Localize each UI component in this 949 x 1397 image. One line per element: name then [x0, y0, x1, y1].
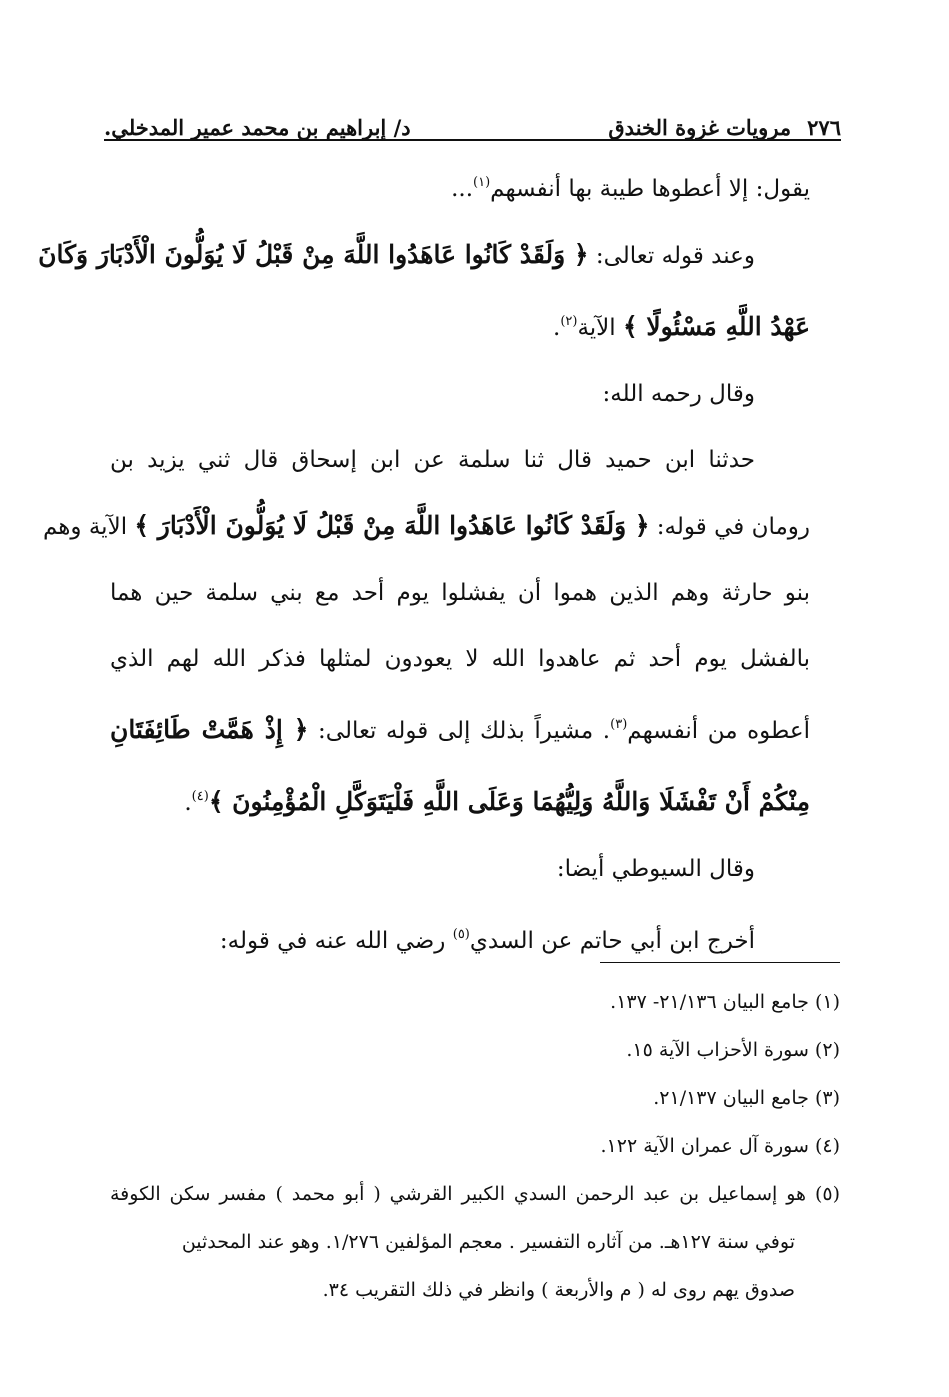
- footnote-separator: [600, 962, 840, 963]
- text-run: وعند قوله تعالى:: [588, 243, 755, 269]
- body-line-9: [110, 692, 810, 764]
- footnote-5-cont-2: صدوق يهم روى له ( م والأربعة ) وانظر في ذلك التقريب ٣٤.: [322, 1279, 795, 1301]
- book-title: مرويات غزوة الخندق: [608, 115, 792, 140]
- footnote-ref-5[interactable]: (٥): [452, 927, 470, 942]
- body-line-5: [110, 427, 810, 493]
- text-run: رومان في قوله:: [649, 514, 810, 540]
- body-line-8: [110, 626, 810, 692]
- body-line-12: [110, 902, 810, 974]
- text-run: بنو حارثة وهم الذين هموا أن يفشلوا يوم أحد مع بني سلمة حين هما: [110, 580, 810, 606]
- text-run: أعطوه من أنفسهم: [627, 718, 810, 744]
- body-line-2: [38, 222, 810, 289]
- footnote-5-cont-1: توفي سنة ١٢٧هـ. من آثاره التفسير . معجم المؤلفين ١/٢٧٦. وهو عند المحدثين: [181, 1231, 795, 1253]
- footnote-4: (٤) سورة آل عمران الآية ١٢٢.: [600, 1135, 840, 1157]
- footnote-ref-3[interactable]: (٣): [610, 717, 628, 732]
- text-run: الآية وهم: [43, 514, 135, 540]
- page-number: ٢٧٦: [807, 115, 841, 140]
- quran-verse: ﴿ وَلَقَدْ كَانُوا عَاهَدُوا اللَّهَ مِنْ قَبْلُ لَا يُوَلُّونَ الْأَدْبَارَ ﴾: [134, 511, 650, 540]
- text-run: .: [184, 790, 192, 816]
- text-run: وقال السيوطي أيضا:: [556, 856, 755, 882]
- body-line-11: [110, 836, 810, 902]
- footnote-ref-1[interactable]: (١): [473, 175, 491, 190]
- body-line-7: [110, 560, 810, 626]
- body-line-6: [43, 493, 810, 560]
- text-run: . مشيراً بذلك إلى قوله تعالى:: [308, 718, 611, 744]
- footnote-1: (١) جامع البيان ٢١/١٣٦- ١٣٧.: [610, 991, 840, 1013]
- body-line-10: [110, 764, 810, 836]
- footnote-ref-2[interactable]: (٢): [560, 314, 578, 329]
- author-name: د/ إبراهيم بن محمد عمير المدخلي.: [104, 115, 411, 140]
- text-run: بالفشل يوم أحد ثم عاهدوا الله لا يعودون لمثلها فذكر الله لهم الذي: [110, 646, 810, 672]
- text-run: ...: [451, 176, 474, 202]
- header-right: [608, 117, 841, 138]
- text-run: وقال رحمه الله:: [602, 381, 755, 407]
- quran-verse: عَهْدُ اللَّهِ مَسْئُولًا ﴾: [623, 312, 810, 341]
- text-run: أخرج ابن أبي حاتم عن السدي: [469, 928, 755, 954]
- body-line-4: [110, 361, 810, 427]
- footnote-3: (٣) جامع البيان ٢١/١٣٧.: [653, 1087, 840, 1109]
- text-run: الآية: [577, 315, 624, 341]
- text-run: .: [553, 315, 561, 341]
- running-header: [104, 104, 841, 138]
- text-run: يقول: إلا أعطوها طيبة بها أنفسهم: [490, 176, 810, 202]
- text-run: حدثنا ابن حميد قال ثنا سلمة عن ابن إسحاق قال ثني يزيد بن: [110, 447, 755, 473]
- quran-verse: ﴿ وَلَقَدْ كَانُوا عَاهَدُوا اللَّهَ مِنْ قَبْلُ لَا يُوَلُّونَ الْأَدْبَارَ وَكَانَ: [38, 240, 589, 269]
- quran-verse: مِنْكُمْ أَنْ تَفْشَلَا وَاللَّهُ وَلِيُّهُمَا وَعَلَى اللَّهِ فَلْيَتَوَكَّلِ الْمُؤْمِنُونَ ﴾: [208, 787, 810, 816]
- footnotes: [110, 978, 840, 1314]
- body-line-3: [110, 289, 810, 361]
- body-line-1: [110, 150, 810, 222]
- body-text: [38, 150, 810, 974]
- footnote-2: (٢) سورة الأحزاب الآية ١٥.: [626, 1039, 840, 1061]
- footnote-5: (٥) هو إسماعيل بن عبد الرحمن السدي الكبير القرشي ( أبو محمد ) مفسر سكن الكوفة: [110, 1183, 840, 1205]
- quran-verse: ﴿ إِذْ هَمَّتْ طَائِفَتَانِ: [110, 715, 309, 744]
- header-rule: [104, 139, 841, 141]
- text-run: رضي الله عنه في قوله:: [219, 928, 453, 954]
- footnote-ref-4[interactable]: (٤): [191, 789, 209, 804]
